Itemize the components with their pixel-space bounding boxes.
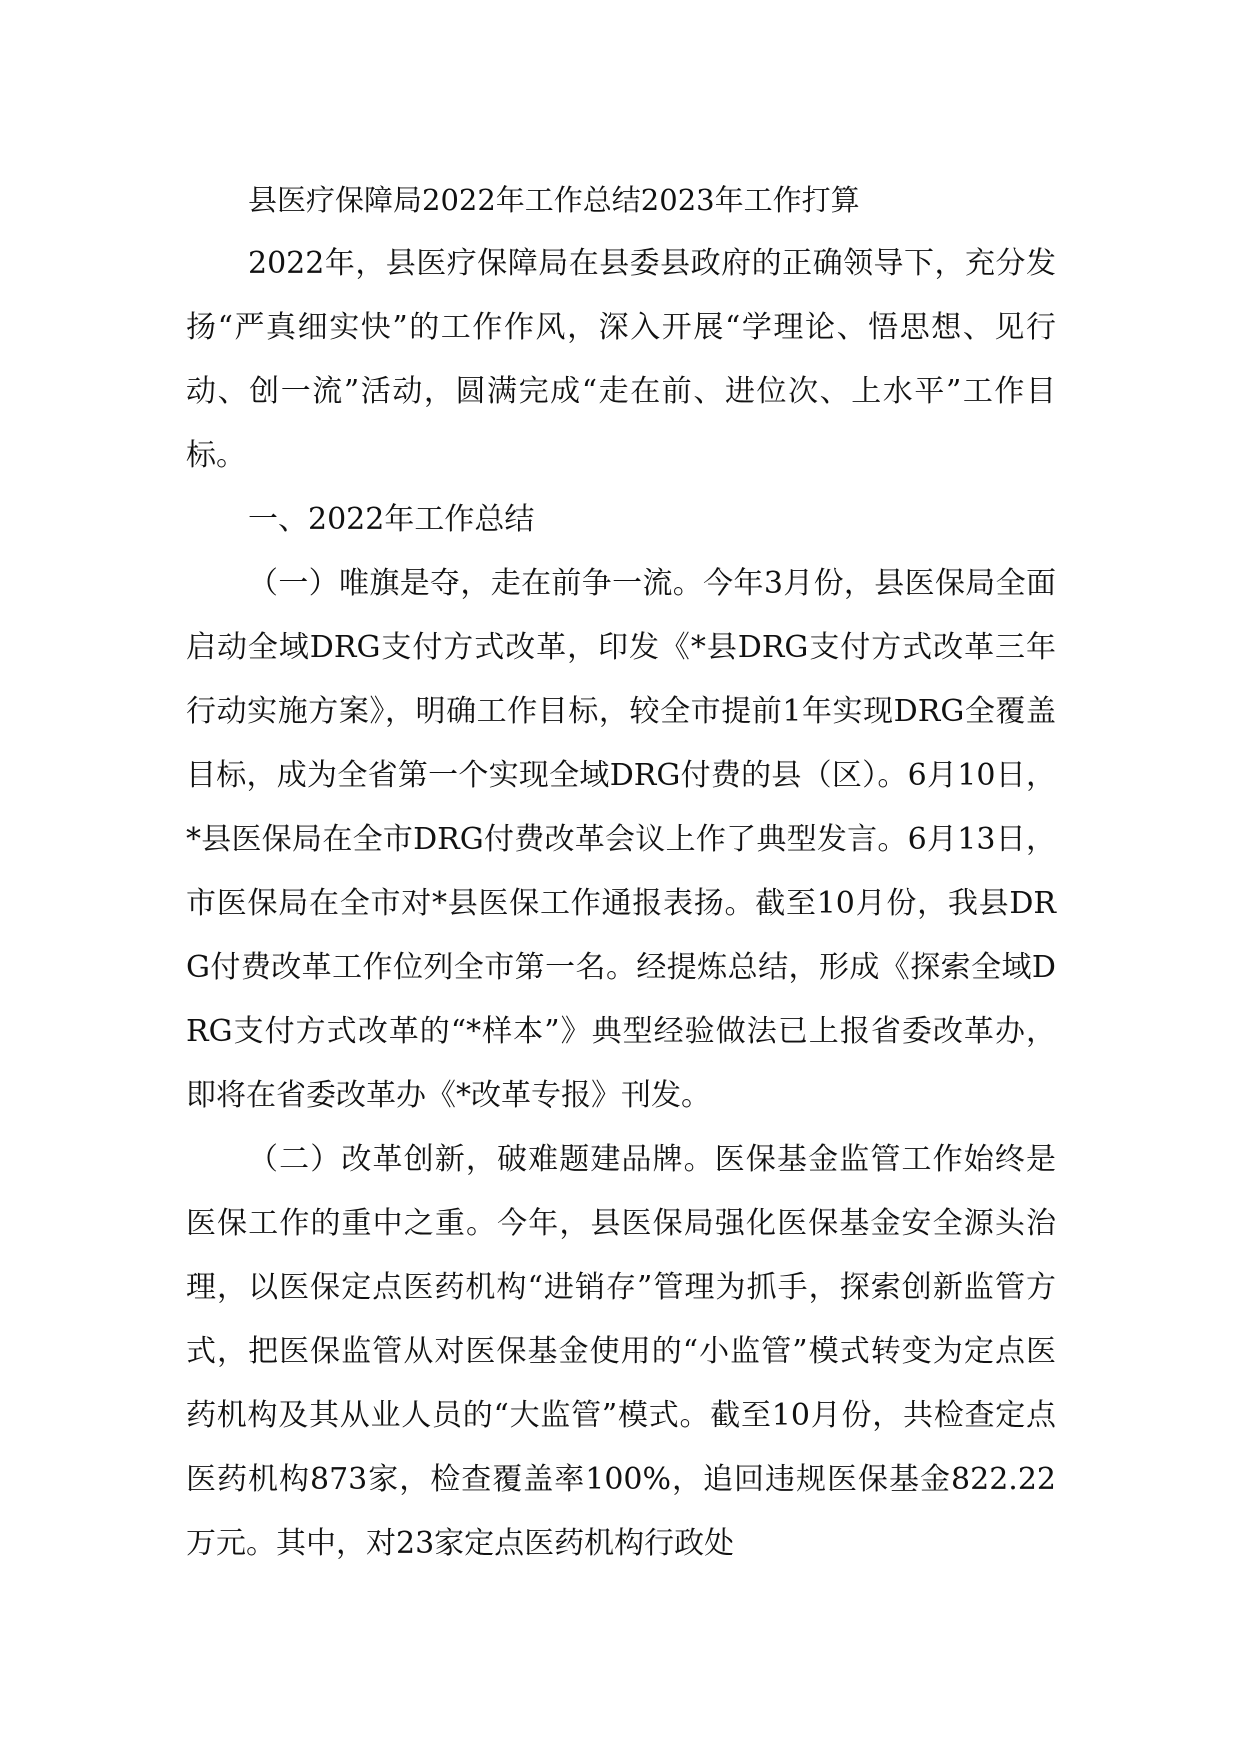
document-body (186, 168, 1056, 1576)
intro-paragraph: 2022年，县医疗保障局在县委县政府的正确领导下，充分发扬“严真细实快”的工作作风，深入开展“学理论、悟思想、见行动、创一流”活动，圆满完成“走在前、进位次、上水平”工作目标。 (186, 246, 1056, 473)
item-paragraph-1: （一）唯旗是夺，走在前争一流。今年3月份，县医保局全面启动全域DRG支付方式改革，印发《*县DRG支付方式改革三年行动实施方案》，明确工作目标，较全市提前1年实现DRG全覆盖目标，成为全省第一个实现全域DRG付费的县（区）。6月10日，*县医保局在全市DRG付费改革会议上作了典型发言。6月13日，市医保局在全市对*县医保工作通报表扬。截至10月份，我县DRG付费改革工作位列全市第一名。经提炼总结，形成《探索全域DRG支付方式改革的“*样本”》典型经验做法已上报省委改革办，即将在省委改革办《*改革专报》刊发。 (186, 566, 1056, 1113)
item-paragraph-2: （二）改革创新，破难题建品牌。医保基金监管工作始终是医保工作的重中之重。今年，县医保局强化医保基金安全源头治理，以医保定点医药机构“进销存”管理为抓手，探索创新监管方式，把医保监管从对医保基金使用的“小监管”模式转变为定点医药机构及其从业人员的“大监管”模式。截至10月份，共检查定点医药机构873家，检查覆盖率100%，追回违规医保基金822.22万元。其中，对23家定点医药机构行政处 (186, 1142, 1056, 1561)
document-title: 县医疗保障局2022年工作总结2023年工作打算 (248, 183, 860, 217)
section-heading: 一、2022年工作总结 (248, 502, 535, 537)
